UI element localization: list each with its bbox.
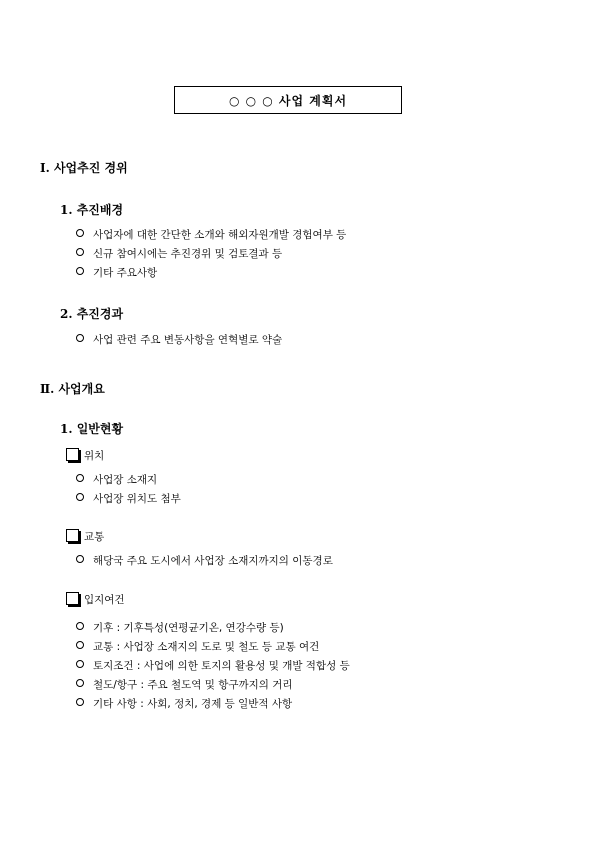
list-item: 사업자에 대한 간단한 소개와 해외자원개발 경험여부 등: [76, 228, 346, 242]
list-item: 사업 관련 주요 변동사항을 연혁별로 약술: [76, 333, 282, 347]
bullet-circle-icon: [76, 622, 84, 630]
square-box-icon: [66, 529, 79, 542]
bullet-circle-icon: [76, 555, 84, 563]
document-title: ○ ○ ○ 사업 계획서: [174, 86, 402, 114]
bullet-circle-icon: [76, 334, 84, 342]
section-1-sub-2-heading: 2. 추진경과: [60, 307, 124, 321]
list-item: 사업장 위치도 첨부: [76, 492, 181, 506]
square-box-icon: [66, 448, 79, 461]
bullet-circle-icon: [76, 698, 84, 706]
bullet-circle-icon: [76, 474, 84, 482]
list-item: 기후 : 기후특성(연평균기온, 연강수량 등): [76, 621, 284, 635]
list-item: 철도/항구 : 주요 철도역 및 항구까지의 거리: [76, 678, 293, 692]
bullet-circle-icon: [76, 660, 84, 668]
group-heading-site-conditions: 입지여건: [66, 592, 125, 607]
group-heading-transport: 교통: [66, 529, 104, 544]
list-item: 기타 사항 : 사회, 정치, 경제 등 일반적 사항: [76, 697, 292, 711]
section-1-sub-1-heading: 1. 추진배경: [60, 203, 124, 217]
bullet-circle-icon: [76, 493, 84, 501]
bullet-circle-icon: [76, 267, 84, 275]
bullet-circle-icon: [76, 679, 84, 687]
list-item: 기타 주요사항: [76, 266, 157, 280]
group-heading-location: 위치: [66, 448, 104, 463]
bullet-circle-icon: [76, 229, 84, 237]
list-item: 신규 참여시에는 추진경위 및 검토결과 등: [76, 247, 282, 261]
list-item: 해당국 주요 도시에서 사업장 소재지까지의 이동경로: [76, 554, 333, 568]
list-item: 교통 : 사업장 소재지의 도로 및 철도 등 교통 여건: [76, 640, 319, 654]
bullet-circle-icon: [76, 641, 84, 649]
bullet-circle-icon: [76, 248, 84, 256]
section-2-heading: Ⅱ. 사업개요: [40, 382, 105, 396]
list-item: 사업장 소재지: [76, 473, 157, 487]
square-box-icon: [66, 592, 79, 605]
list-item: 토지조건 : 사업에 의한 토지의 활용성 및 개발 적합성 등: [76, 659, 350, 673]
section-1-heading: Ⅰ. 사업추진 경위: [40, 161, 128, 175]
section-2-sub-1-heading: 1. 일반현황: [60, 422, 124, 436]
